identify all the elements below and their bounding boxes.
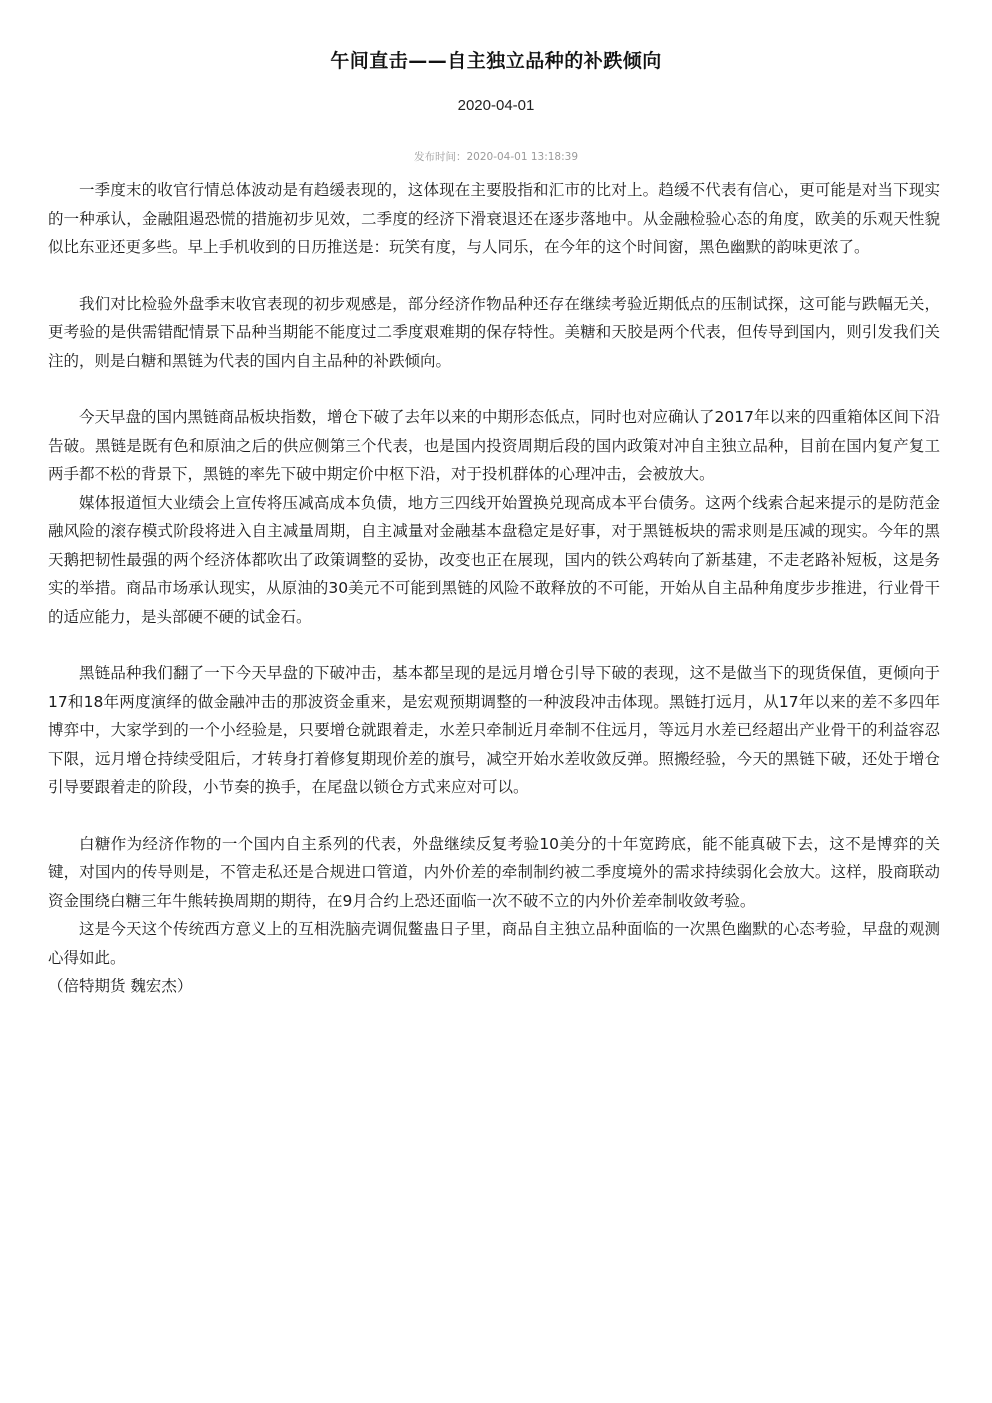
paragraph-7: 这是今天这个传统西方意义上的互相洗脑壳调侃鳖蛊日子里，商品自主独立品种面临的一次黑色幽默的心态考验，早盘的观测心得如此。 [48, 920, 940, 967]
paragraph-3: 今天早盘的国内黑链商品板块指数，增仓下破了去年以来的中期形态低点，同时也对应确认了2017年以来的四重箱体区间下沿告破。黑链是既有色和原油之后的供应侧第三个代表，也是国内投资周期后段的国内政策对冲自主独立品种，目前在国内复产复工两手都不松的背景下，黑链的率先下破中期定价中枢下沿，对于投机群体的心理冲击，会被放大。 [48, 408, 940, 483]
paragraph-gap [48, 375, 940, 403]
publish-time: 发布时间：2020-04-01 13:18:39 [413, 151, 579, 163]
article-body [48, 176, 940, 1001]
paragraph-gap [48, 262, 940, 290]
paragraph-1: 一季度末的收官行情总体波动是有趋缓表现的，这体现在主要股指和汇市的比对上。趋缓不代表有信心，更可能是对当下现实的一种承认，金融阻遏恐慌的措施初步见效，二季度的经济下滑衰退还在逐步落地中。从金融检验心态的角度，欧美的乐观天性貌似比东亚还更多些。早上手机收到的日历推送是：玩笑有度，与人同乐，在今年的这个时间窗，黑色幽默的韵味更浓了。 [48, 181, 940, 256]
paragraph-5: 黑链品种我们翻了一下今天早盘的下破冲击，基本都呈现的是远月增仓引导下破的表现，这不是做当下的现货保值，更倾向于17和18年两度演绎的做金融冲击的那波资金重来，是宏观预期调整的一种波段冲击体现。黑链打远月，从17年以来的差不多四年博弈中，大家学到的一个小经验是，只要增仓就跟着走，水差只牵制近月牵制不住远月，等远月水差已经超出产业骨干的利益容忍下限，远月增仓持续受阻后，才转身打着修复期现价差的旗号，减空开始水差收敛反弹。照搬经验，今天的黑链下破，还处于增仓引导要跟着走的阶段，小节奏的换手，在尾盘以锁仓方式来应对可以。 [48, 664, 940, 796]
paragraph-6: 白糖作为经济作物的一个国内自主系列的代表，外盘继续反复考验10美分的十年宽跨底，能不能真破下去，这不是博弈的关键，对国内的传导则是，不管走私还是合规进口管道，内外价差的牵制制约被二季度境外的需求持续弱化会放大。这样，股商联动资金围绕白糖三年牛熊转换周期的期待，在9月合约上恐还面临一次不破不立的内外价差牵制收敛考验。 [48, 834, 940, 910]
article-date: 2020-04-01 [457, 97, 535, 114]
article-title: 午间直击——自主独立品种的补跌倾向 [330, 50, 662, 72]
author-signature: （倍特期货 魏宏杰） [48, 977, 193, 995]
paragraph-gap [48, 802, 940, 830]
paragraph-4: 媒体报道恒大业绩会上宣传将压减高成本负债，地方三四线开始置换兑现高成本平台债务。这两个线索合起来提示的是防范金融风险的滚存模式阶段将进入自主减量周期，自主减量对金融基本盘稳定是好事，对于黑链板块的需求则是压减的现实。今年的黑天鹅把韧性最强的两个经济体都吹出了政策调整的妥协，改变也正在展现，国内的铁公鸡转向了新基建，不走老路补短板，这是务实的举措。商品市场承认现实，从原油的30美元不可能到黑链的风险不敢释放的不可能，开始从自主品种角度步步推进，行业骨干的适应能力，是头部硬不硬的试金石。 [48, 493, 940, 626]
paragraph-gap [48, 631, 940, 659]
paragraph-2: 我们对比检验外盘季末收官表现的初步观感是，部分经济作物品种还存在继续考验近期低点的压制试探，这可能与跌幅无关，更考验的是供需错配情景下品种当期能不能度过二季度艰难期的保存特性。美糖和天胶是两个代表，但传导到国内，则引发我们关注的，则是白糖和黑链为代表的国内自主品种的补跌倾向。 [48, 294, 940, 370]
